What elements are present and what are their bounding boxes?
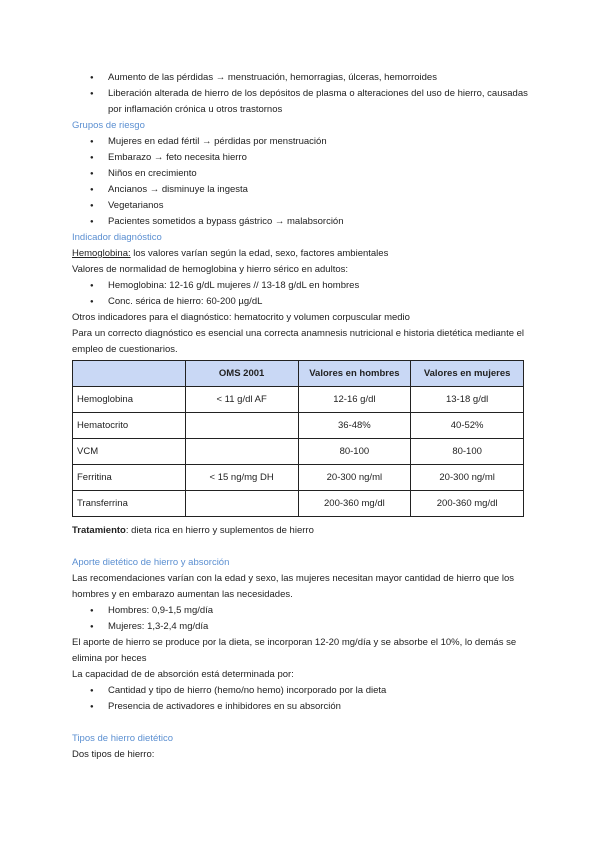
tratamiento-label: Tratamiento	[72, 525, 126, 536]
para-paragraph: Para un correcto diagnóstico es esencial una correcta anamnesis nutricional e historia dietética mediante el empleo de cuestionarios.	[72, 328, 525, 355]
table-header-cell	[73, 361, 186, 387]
table-row	[73, 439, 524, 465]
section-heading-indicador: Indicador diagnóstico	[72, 232, 162, 243]
aporte-list-2	[72, 683, 528, 715]
list-item: ● Niños en crecimiento	[72, 166, 528, 182]
list-item: ● Hemoglobina: 12-16 g/dL mujeres // 13-18 g/dL en hombres	[72, 278, 528, 294]
table-cell: Hemoglobina	[73, 387, 186, 413]
table-cell: Ferritina	[73, 465, 186, 491]
table-cell: 200-360 mg/dl	[411, 491, 524, 517]
list-item: ● Conc. sérica de hierro: 60-200 µg/dL	[72, 294, 528, 310]
table-cell: 40-52%	[411, 413, 524, 439]
list-item: ● Ancianos → disminuye la ingesta	[72, 182, 528, 198]
intro-list	[72, 70, 528, 118]
aporte-paragraph-3: La capacidad de de absorción está determinada por:	[72, 669, 294, 680]
tratamiento-paragraph	[72, 523, 528, 539]
tipos-paragraph: Dos tipos de hierro:	[72, 749, 155, 760]
list-item: ● Embarazo → feto necesita hierro	[72, 150, 528, 166]
section-heading-grupos: Grupos de riesgo	[72, 120, 145, 131]
table-header-cell: Valores en hombres	[298, 361, 411, 387]
table-cell: 36-48%	[298, 413, 411, 439]
table-header-row	[73, 361, 524, 387]
hemoglobina-text: los valores varían según la edad, sexo, factores ambientales	[130, 248, 389, 259]
table-row	[73, 387, 524, 413]
table-cell: 20-300 ng/ml	[411, 465, 524, 491]
table-cell: 80-100	[411, 439, 524, 465]
aporte-list	[72, 603, 528, 635]
table-header-cell: OMS 2001	[185, 361, 298, 387]
table-cell: Hematocrito	[73, 413, 186, 439]
table-cell: 12-16 g/dl	[298, 387, 411, 413]
list-item: ● Cantidad y tipo de hierro (hemo/no hemo) incorporado por la dieta	[72, 683, 528, 699]
list-item: ● Aumento de las pérdidas → menstruación, hemorragias, úlceras, hemorroides	[72, 70, 528, 86]
aporte-paragraph-2: El aporte de hierro se produce por la dieta, se incorporan 12-20 mg/día y se absorbe el 10%, lo demás se elimina por heces	[72, 637, 517, 664]
table-cell: < 15 ng/mg DH	[185, 465, 298, 491]
list-item: ● Presencia de activadores e inhibidores en su absorción	[72, 699, 528, 715]
list-item: ● Pacientes sometidos a bypass gástrico → malabsorción	[72, 214, 528, 230]
table-cell	[185, 439, 298, 465]
hemoglobina-label: Hemoglobina:	[72, 248, 131, 259]
otros-paragraph: Otros indicadores para el diagnóstico: hematocrito y volumen corpuscular medio	[72, 312, 410, 323]
table-cell: 20-300 ng/ml	[298, 465, 411, 491]
table-cell: 200-360 mg/dl	[298, 491, 411, 517]
grupos-list	[72, 134, 528, 230]
aporte-paragraph-1: Las recomendaciones varían con la edad y sexo, las mujeres necesitan mayor cantidad de hierro que los hombres y en embarazo aumentan las necesidades.	[72, 573, 515, 600]
table-row	[73, 413, 524, 439]
indicador-list	[72, 278, 528, 310]
table-row	[73, 465, 524, 491]
list-item: ● Vegetarianos	[72, 198, 528, 214]
section-heading-tipos: Tipos de hierro dietético	[72, 733, 174, 744]
document-page	[72, 70, 528, 763]
list-item: ● Hombres: 0,9-1,5 mg/día	[72, 603, 528, 619]
table-cell: 13-18 g/dl	[411, 387, 524, 413]
table-header-cell: Valores en mujeres	[411, 361, 524, 387]
section-heading-aporte: Aporte dietético de hierro y absorción	[72, 557, 230, 568]
hemoglobina-paragraph	[72, 246, 528, 262]
list-item: ● Liberación alterada de hierro de los depósitos de plasma o alteraciones del uso de hierro, causadas por inflamación crónica u otros trastornos	[72, 86, 528, 118]
tratamiento-text: : dieta rica en hierro y suplementos de hierro	[125, 525, 314, 536]
normal-values-paragraph: Valores de normalidad de hemoglobina y hierro sérico en adultos:	[72, 264, 349, 275]
table-cell	[185, 491, 298, 517]
table-cell: 80-100	[298, 439, 411, 465]
table-cell	[185, 413, 298, 439]
table-row	[73, 491, 524, 517]
table-cell: < 11 g/dl AF	[185, 387, 298, 413]
list-item: ● Mujeres: 1,3-2,4 mg/día	[72, 619, 528, 635]
values-table	[72, 360, 524, 517]
table-cell: Transferrina	[73, 491, 186, 517]
table-cell: VCM	[73, 439, 186, 465]
list-item: ● Mujeres en edad fértil → pérdidas por menstruación	[72, 134, 528, 150]
